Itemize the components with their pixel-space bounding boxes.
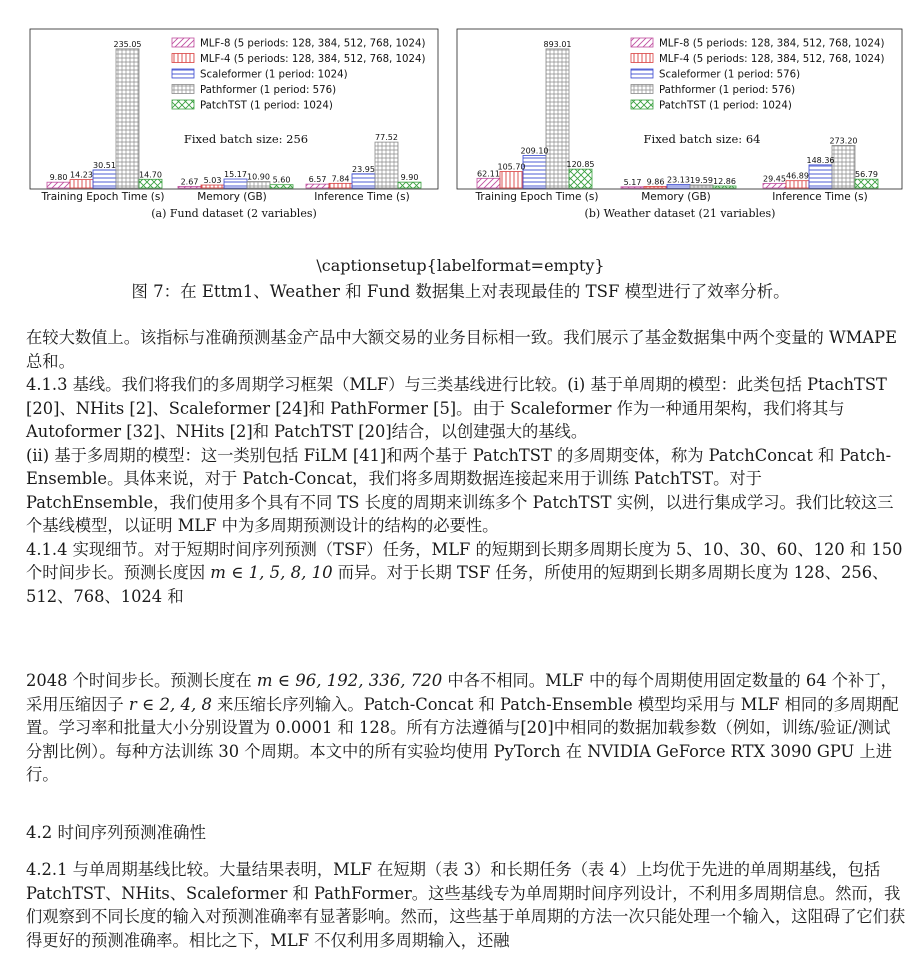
bar-b-pathformer-1 bbox=[690, 185, 713, 188]
bar-b-scaleformer-1 bbox=[667, 184, 690, 188]
paragraph-implementation-cont bbox=[26, 669, 906, 787]
value-label-a-pathformer-2: 77.52 bbox=[375, 133, 398, 143]
bar-b-pathformer-2 bbox=[832, 145, 855, 188]
value-label-a-patchtst-1: 5.60 bbox=[272, 175, 291, 185]
value-label-b-scaleformer-2: 148.36 bbox=[806, 155, 835, 165]
bar-b-patchtst-2 bbox=[855, 179, 878, 188]
panel-b-title: (b) Weather dataset (21 variables) bbox=[584, 207, 776, 220]
value-label-a-mlf4-0: 14.23 bbox=[70, 170, 93, 180]
paragraph-single-period-comparison: 4.2.1 与单周期基线比较。大量结果表明，MLF 在短期（表 3）和长期任务（表 4）上均优于先进的单周期基线，包括 PatchTST、NHits、Scaleformer 和 PathFormer。这些基线专为单周期时间序列设计，不利用多周期信息。然而，我们观察到不同长度的输入对预测准确率有显著影响。然而，这些基于单周期的方法一次只能处理一个输入，这阻碍了它们获得更好的预测准确率。相比之下，MLF 不仅利用多周期输入，还融 bbox=[26, 860, 906, 950]
math-m-short: m ∈ 1, 5, 8, 10 bbox=[210, 563, 333, 582]
paragraph-multi-period-baselines: (ii) 基于多周期的模型：这一类别包括 FiLM [41]和两个基于 PatchTST 的多周期变体，称为 PatchConcat 和 Patch-Ensemble。具体来说，对于 Patch-Concat，我们将多周期数据连接起来用于训练 PatchTST。对于 PatchEnsemble，我们使用多个具有不同 TS 长度的周期来训练多个 PatchTST 实例，以进行集成学习。我们比较这三个基线模型，以证明 MLF 中为多周期预测设计的结构的必要性。 bbox=[26, 445, 894, 535]
panel-b-xtick-1: Memory (GB) bbox=[641, 191, 711, 203]
bar-a-pathformer-0 bbox=[116, 49, 139, 188]
legend-label-b-mlf8: MLF-8 (5 periods: 128, 384, 512, 768, 1024) bbox=[659, 38, 885, 50]
value-label-b-patchtst-2: 56.79 bbox=[855, 170, 878, 180]
legend-swatch-b-patchtst bbox=[631, 100, 653, 109]
panel-b bbox=[457, 29, 902, 220]
value-label-b-mlf4-2: 46.89 bbox=[786, 171, 809, 181]
bar-a-patchtst-1 bbox=[270, 185, 293, 188]
bar-a-mlf8-0 bbox=[47, 182, 70, 188]
impl-text-a: 4.1.4 实现细节。对于短期时间序列预测（TSF）任务，MLF 的短期到长期多周期长度为 5、10、30、60、120 和 150 个时间步长。预测长度因 bbox=[26, 539, 903, 582]
value-label-a-mlf4-2: 7.84 bbox=[331, 174, 350, 184]
value-label-a-mlf8-0: 9.80 bbox=[49, 173, 68, 183]
legend-swatch-b-pathformer bbox=[631, 85, 653, 94]
bar-a-mlf8-1 bbox=[178, 186, 201, 188]
efficiency-figure bbox=[0, 0, 921, 232]
value-label-a-scaleformer-1: 15.17 bbox=[224, 170, 247, 180]
panel-b-annotation: Fixed batch size: 64 bbox=[643, 132, 761, 146]
paragraph-implementation bbox=[26, 538, 906, 609]
legend-swatch-a-mlf8 bbox=[172, 38, 194, 47]
panel-b-xtick-2: Inference Time (s) bbox=[772, 191, 868, 203]
bar-a-pathformer-2 bbox=[375, 142, 398, 188]
panel-a-xtick-1: Memory (GB) bbox=[197, 191, 267, 203]
bar-a-mlf4-2 bbox=[329, 183, 352, 188]
legend-label-b-scaleformer: Scaleformer (1 period: 576) bbox=[659, 69, 801, 81]
value-label-b-mlf8-0: 62.11 bbox=[477, 169, 500, 179]
bar-a-mlf4-1 bbox=[201, 185, 224, 188]
value-label-b-mlf8-1: 5.17 bbox=[623, 177, 642, 187]
value-label-a-patchtst-0: 14.70 bbox=[139, 170, 162, 180]
panel-a-xtick-2: Inference Time (s) bbox=[314, 191, 410, 203]
legend-label-a-patchtst: PatchTST (1 period: 1024) bbox=[200, 100, 333, 112]
paragraph-block-2 bbox=[26, 669, 906, 787]
value-label-b-pathformer-0: 893.01 bbox=[543, 39, 572, 49]
value-label-b-scaleformer-1: 23.13 bbox=[667, 175, 690, 185]
value-label-a-pathformer-0: 235.05 bbox=[113, 39, 142, 49]
paragraph-block-3 bbox=[26, 858, 906, 952]
bar-b-mlf8-0 bbox=[477, 178, 500, 188]
impl-cont-a: 2048 个时间步长。预测长度在 bbox=[26, 671, 252, 690]
panel-b-xtick-0: Training Epoch Time (s) bbox=[475, 191, 599, 203]
value-label-a-mlf4-1: 5.03 bbox=[203, 176, 222, 186]
panel-a-title: (a) Fund dataset (2 variables) bbox=[151, 207, 317, 220]
legend-label-a-scaleformer: Scaleformer (1 period: 1024) bbox=[200, 69, 348, 81]
panel-a-legend bbox=[172, 38, 425, 112]
bar-b-mlf4-2 bbox=[786, 181, 809, 188]
bar-a-patchtst-0 bbox=[139, 179, 162, 188]
legend-swatch-a-patchtst bbox=[172, 100, 194, 109]
value-label-b-scaleformer-0: 209.10 bbox=[520, 146, 549, 156]
legend-swatch-a-mlf4 bbox=[172, 54, 194, 63]
bar-a-mlf8-2 bbox=[306, 184, 329, 188]
paragraph-metric: 在较大数值上。该指标与准确预测基金产品中大额交易的业务目标相一致。我们展示了基金数据集中两个变量的 WMAPE 总和。 bbox=[26, 328, 897, 371]
bar-a-scaleformer-1 bbox=[224, 179, 247, 188]
value-label-a-mlf8-2: 6.57 bbox=[308, 175, 327, 185]
bar-b-mlf4-0 bbox=[500, 172, 523, 188]
value-label-b-mlf4-0: 105.70 bbox=[497, 162, 526, 172]
math-r: r ∈ 2, 4, 8 bbox=[128, 694, 212, 714]
bar-b-patchtst-1 bbox=[713, 186, 736, 188]
impl-cont-c: 来压缩长序列输入。Patch-Concat 和 Patch-Ensemble 模型均采用与 MLF 相同的多周期配置。学习率和批量大小分别设置为 0.0001 和 128。所有方法遵循与[20]中相同的数据加载参数（例如，训练/验证/测试分割比例）。每种方法训练 30 个周期。本文中的所有实验均使用 PyTorch 在 NVIDIA GeForce RTX 3090 GPU 上进行。 bbox=[26, 694, 899, 784]
panel-a-annotation: Fixed batch size: 256 bbox=[183, 132, 309, 146]
legend-swatch-b-mlf4 bbox=[631, 54, 653, 63]
value-label-a-pathformer-1: 10.90 bbox=[247, 172, 270, 182]
value-label-b-pathformer-1: 19.59 bbox=[690, 175, 713, 185]
value-label-b-mlf4-1: 9.86 bbox=[646, 177, 665, 187]
legend-label-a-mlf4: MLF-4 (5 periods: 128, 384, 512, 768, 1024) bbox=[200, 54, 426, 65]
figure-caption: 图 7：在 Ettm1、Weather 和 Fund 数据集上对表现最佳的 TSF 模型进行了效率分析。 bbox=[131, 282, 790, 301]
caption-setup-line: \captionsetup{labelformat=empty} bbox=[316, 256, 605, 275]
bar-a-scaleformer-2 bbox=[352, 174, 375, 188]
paragraph-block-1 bbox=[26, 326, 906, 608]
legend-swatch-b-scaleformer bbox=[631, 69, 653, 78]
legend-label-b-mlf4: MLF-4 (5 periods: 128, 384, 512, 768, 1024) bbox=[659, 54, 885, 65]
bar-a-patchtst-2 bbox=[398, 182, 421, 188]
legend-label-a-mlf8: MLF-8 (5 periods: 128, 384, 512, 768, 1024) bbox=[200, 38, 426, 50]
value-label-b-pathformer-2: 273.20 bbox=[829, 136, 858, 146]
value-label-a-scaleformer-2: 23.95 bbox=[352, 164, 375, 174]
impl-cont-b: 中各不相同。MLF 中的每个周期使用固定数量的 64 个补丁，采用压缩因子 bbox=[26, 671, 897, 714]
legend-swatch-a-scaleformer bbox=[172, 69, 194, 78]
value-label-a-mlf8-1: 2.67 bbox=[180, 177, 199, 187]
panel-b-legend bbox=[631, 38, 884, 112]
legend-label-b-pathformer: Pathformer (1 period: 576) bbox=[659, 85, 796, 96]
value-label-a-scaleformer-0: 30.51 bbox=[93, 160, 116, 170]
bar-b-mlf8-2 bbox=[763, 183, 786, 188]
legend-label-a-pathformer: Pathformer (1 period: 576) bbox=[200, 85, 337, 96]
panel-a-xtick-0: Training Epoch Time (s) bbox=[41, 191, 165, 203]
paragraph-baselines: 4.1.3 基线。我们将我们的多周期学习框架（MLF）与三类基线进行比较。(i) 基于单周期的模型：此类包括 PtachTST [20]、NHits [2]、Scaleformer [24]和 PathFormer [5]。由于 Scaleformer 作为一种通用架构，我们将其与 Autoformer [32]、NHits [2]和 PatchTST [20]结合，以创建强大的基线。 bbox=[26, 375, 887, 441]
panel-a bbox=[30, 29, 438, 220]
value-label-b-patchtst-0: 120.85 bbox=[566, 160, 595, 170]
bar-b-mlf4-1 bbox=[644, 186, 667, 188]
bar-b-scaleformer-0 bbox=[523, 155, 546, 188]
legend-swatch-a-pathformer bbox=[172, 85, 194, 94]
bar-a-mlf4-0 bbox=[70, 180, 93, 188]
bar-b-mlf8-1 bbox=[621, 187, 644, 188]
legend-label-b-patchtst: PatchTST (1 period: 1024) bbox=[659, 100, 792, 112]
bar-a-scaleformer-0 bbox=[93, 170, 116, 188]
bar-b-patchtst-0 bbox=[569, 169, 592, 188]
value-label-b-patchtst-1: 12.86 bbox=[713, 176, 736, 186]
legend-swatch-b-mlf8 bbox=[631, 38, 653, 47]
bar-a-pathformer-1 bbox=[247, 182, 270, 188]
math-m-long: m ∈ 96, 192, 336, 720 bbox=[256, 671, 443, 690]
section-heading-4-2: 4.2 时间序列预测准确性 bbox=[26, 823, 206, 842]
value-label-a-patchtst-2: 9.90 bbox=[400, 173, 419, 183]
bar-b-scaleformer-2 bbox=[809, 165, 832, 188]
impl-text-b: 而异。对于长期 TSF 任务，所使用的短期到长期多周期长度为 128、256、512、768、1024 和 bbox=[26, 563, 889, 606]
value-label-b-mlf8-2: 29.45 bbox=[763, 174, 786, 184]
